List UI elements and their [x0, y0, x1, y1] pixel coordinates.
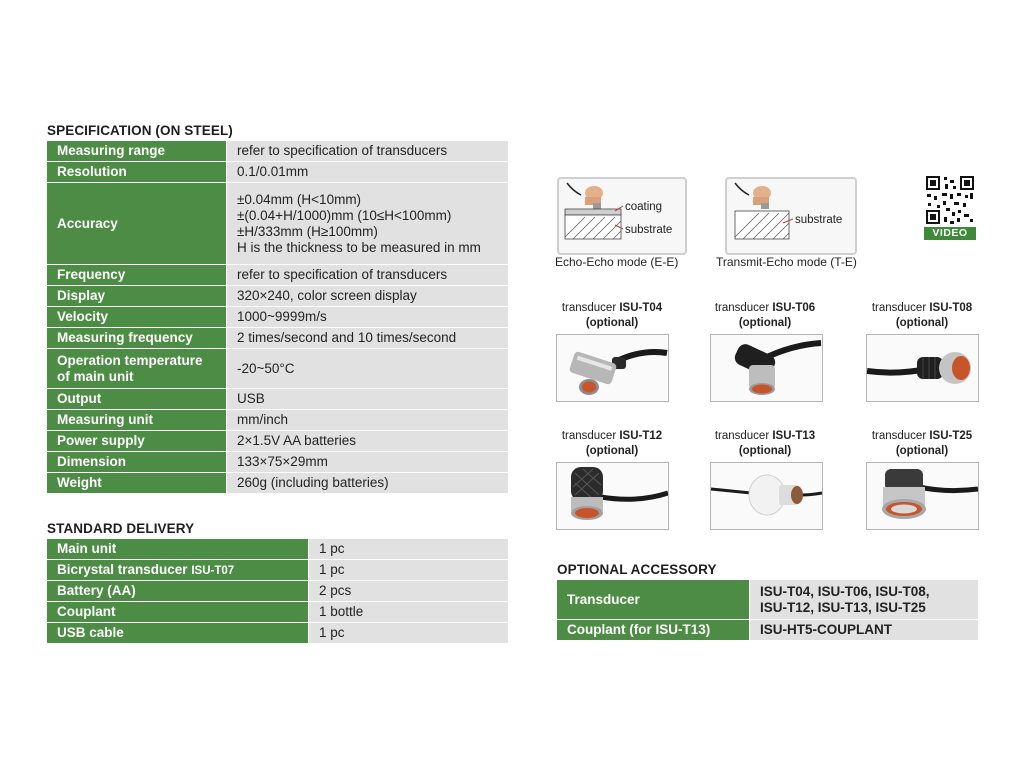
delivery-label-code: ISU-T07	[191, 564, 235, 577]
spec-value: 2 times/second and 10 times/second	[227, 328, 509, 349]
transducer-optional: (optional)	[895, 317, 949, 329]
transducer-optional: (optional)	[895, 445, 949, 457]
transducer-prefix: transducer	[714, 302, 770, 314]
substrate-label: substrate	[625, 224, 673, 236]
spec-value: 320×240, color screen display	[227, 286, 509, 307]
delivery-table	[46, 538, 509, 644]
qr-code[interactable]	[924, 174, 976, 240]
spec-value: USB	[227, 389, 509, 410]
spec-label: Frequency	[47, 265, 227, 286]
spec-value	[227, 183, 509, 265]
table-row	[47, 265, 509, 286]
echo-echo-diagram	[557, 177, 687, 255]
table-row	[47, 410, 509, 431]
accuracy-line: ±H/333mm (H≥100mm)	[237, 223, 378, 239]
table-row	[47, 183, 509, 265]
table-row	[47, 141, 509, 162]
spec-label-line: of main unit	[57, 368, 134, 384]
echo-echo-caption: Echo-Echo mode (E-E)	[555, 255, 679, 269]
spec-value: 133×75×29mm	[227, 452, 509, 473]
transducer-label	[700, 301, 830, 331]
table-row	[47, 162, 509, 183]
specification-table	[46, 140, 509, 494]
table-row	[47, 431, 509, 452]
spec-label: Display	[47, 286, 227, 307]
transducer-image-t13	[710, 462, 823, 530]
delivery-label: Battery (AA)	[47, 581, 309, 602]
spec-value: 260g (including batteries)	[227, 473, 509, 494]
transducer-code: ISU-T04	[619, 302, 663, 314]
spec-value: 2×1.5V AA batteries	[227, 431, 509, 452]
transducer-prefix: transducer	[561, 430, 617, 442]
spec-value: 0.1/0.01mm	[227, 162, 509, 183]
transducer-prefix: transducer	[714, 430, 770, 442]
accuracy-line: ±0.04mm (H<10mm)	[237, 191, 362, 207]
transducer-label	[700, 429, 830, 459]
transducer-label	[857, 301, 987, 331]
accessory-table	[556, 579, 979, 641]
delivery-label: USB cable	[47, 623, 309, 644]
transducer-t04-icon	[557, 335, 668, 401]
delivery-value: 1 pc	[309, 560, 509, 581]
spec-label: Weight	[47, 473, 227, 494]
transducer-label	[547, 429, 677, 459]
delivery-label	[47, 560, 309, 581]
table-row	[47, 602, 509, 623]
transducer-image-t04	[556, 334, 669, 402]
delivery-label: Main unit	[47, 539, 309, 560]
transducer-code: ISU-T13	[772, 430, 816, 442]
transducer-t12-icon	[557, 463, 668, 529]
transducer-image-t25	[866, 462, 979, 530]
transmit-echo-illustration	[727, 179, 855, 253]
spec-value: refer to specification of transducers	[227, 265, 509, 286]
spec-value: refer to specification of transducers	[227, 141, 509, 162]
table-row	[47, 473, 509, 494]
transducer-image-t08	[866, 334, 979, 402]
transducer-code: ISU-T12	[619, 430, 663, 442]
transducer-optional: (optional)	[738, 445, 792, 457]
table-row	[557, 620, 979, 641]
delivery-value: 2 pcs	[309, 581, 509, 602]
transducer-prefix: transducer	[561, 302, 617, 314]
delivery-label-text: Bicrystal transducer	[57, 561, 188, 577]
spec-label-line: Operation temperature	[57, 352, 203, 368]
accessory-value	[750, 580, 979, 620]
spec-label: Output	[47, 389, 227, 410]
transducer-code: ISU-T06	[772, 302, 816, 314]
table-row	[47, 286, 509, 307]
spec-label: Dimension	[47, 452, 227, 473]
accuracy-line: ±(0.04+H/1000)mm (10≤H<100mm)	[237, 207, 452, 223]
transducer-t13-icon	[711, 463, 822, 529]
transducer-prefix: transducer	[871, 430, 927, 442]
spec-label	[47, 349, 227, 389]
table-row	[47, 307, 509, 328]
table-row	[47, 581, 509, 602]
accessory-label: Transducer	[557, 580, 750, 620]
spec-label: Velocity	[47, 307, 227, 328]
spec-label: Accuracy	[47, 183, 227, 265]
spec-label: Measuring unit	[47, 410, 227, 431]
spec-value: 1000~9999m/s	[227, 307, 509, 328]
transducer-label	[857, 429, 987, 459]
spec-label: Measuring frequency	[47, 328, 227, 349]
echo-echo-illustration	[559, 179, 685, 253]
delivery-value: 1 pc	[309, 623, 509, 644]
transducer-image-t12	[556, 462, 669, 530]
table-row	[47, 539, 509, 560]
transducer-code: ISU-T08	[929, 302, 973, 314]
table-row	[47, 623, 509, 644]
table-row	[557, 580, 979, 620]
spec-label: Power supply	[47, 431, 227, 452]
accessory-value-line: ISU-T12, ISU-T13, ISU-T25	[760, 599, 926, 615]
transducer-optional: (optional)	[585, 445, 639, 457]
spec-label: Measuring range	[47, 141, 227, 162]
delivery-value: 1 pc	[309, 539, 509, 560]
spec-label: Resolution	[47, 162, 227, 183]
transmit-echo-caption: Transmit-Echo mode (T-E)	[716, 255, 857, 269]
transducer-label	[547, 301, 677, 331]
transducer-prefix: transducer	[871, 302, 927, 314]
table-row	[47, 560, 509, 581]
transducer-t06-icon	[711, 335, 822, 401]
transducer-t25-icon	[867, 463, 978, 529]
coating-label: coating	[625, 201, 663, 213]
delivery-value: 1 bottle	[309, 602, 509, 623]
accuracy-line: H is the thickness to be measured in mm	[237, 239, 481, 255]
spec-value: mm/inch	[227, 410, 509, 431]
accessory-value-line: ISU-T04, ISU-T06, ISU-T08,	[760, 583, 930, 599]
substrate-label: substrate	[795, 214, 843, 226]
transducer-optional: (optional)	[585, 317, 639, 329]
video-label: VIDEO	[932, 227, 968, 239]
transmit-echo-diagram	[725, 177, 857, 255]
accessory-title: OPTIONAL ACCESSORY	[557, 562, 717, 577]
table-row	[47, 349, 509, 389]
table-row	[47, 389, 509, 410]
delivery-label: Couplant	[47, 602, 309, 623]
transducer-optional: (optional)	[738, 317, 792, 329]
table-row	[47, 452, 509, 473]
spec-value: -20~50°C	[227, 349, 509, 389]
table-row	[47, 328, 509, 349]
accessory-value: ISU-HT5-COUPLANT	[750, 620, 979, 641]
transducer-code: ISU-T25	[929, 430, 973, 442]
delivery-title: STANDARD DELIVERY	[47, 521, 195, 536]
specification-title: SPECIFICATION (ON STEEL)	[47, 123, 233, 138]
accessory-label: Couplant (for ISU-T13)	[557, 620, 750, 641]
transducer-image-t06	[710, 334, 823, 402]
transducer-t08-icon	[867, 335, 978, 401]
